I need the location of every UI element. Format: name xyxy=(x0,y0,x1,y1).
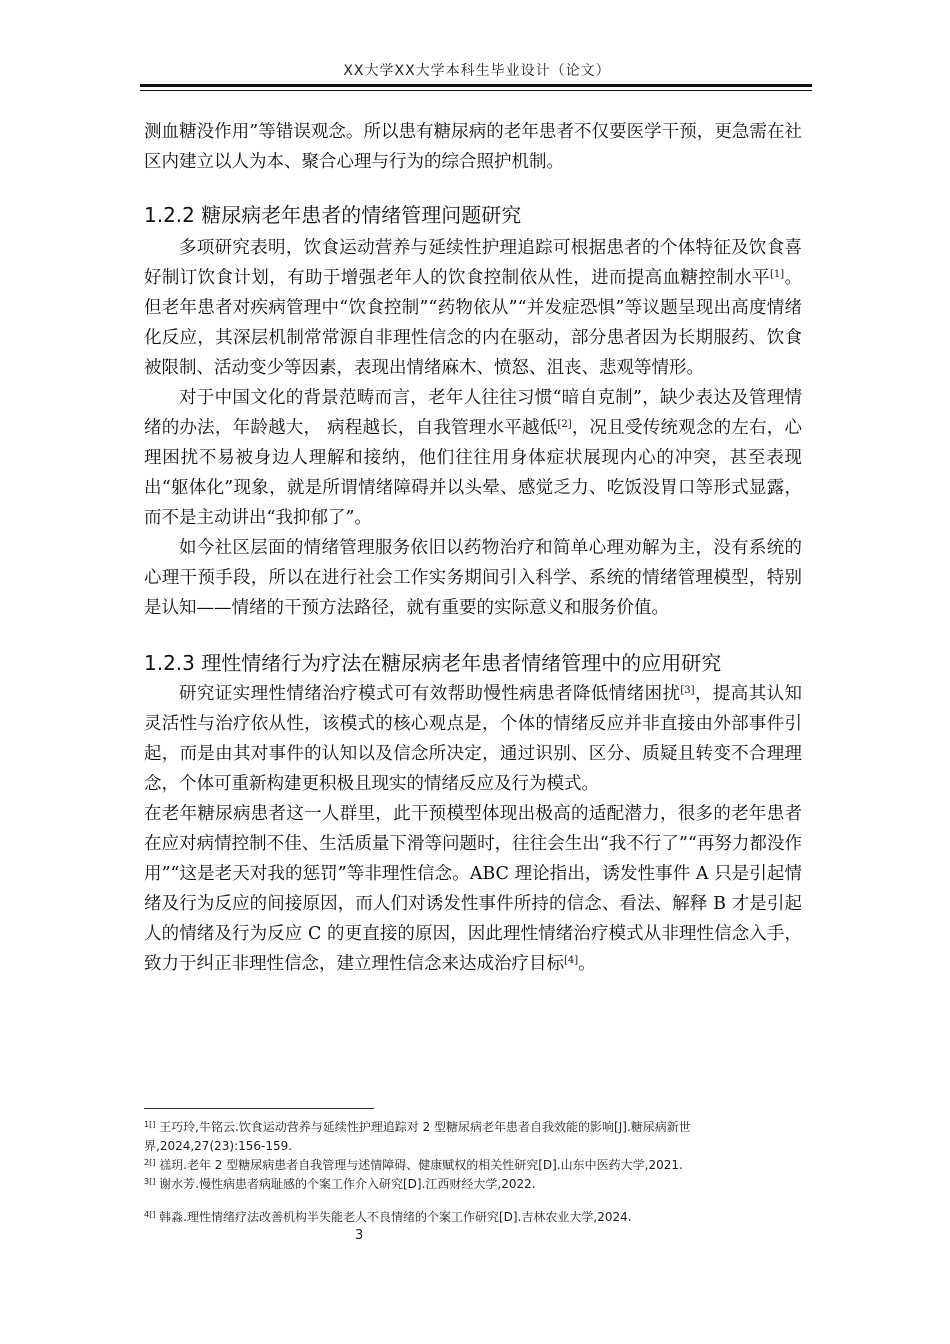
footnote-mark: 4[] xyxy=(144,1210,156,1219)
footnotes xyxy=(144,1118,804,1227)
paragraph xyxy=(144,679,802,799)
paragraph-text: ，况且受传统观念的左右，心理困扰不易被身边人理解和接纳，他们往往用身体症状展现内心的冲突，甚至表现出“躯体化”现象，就是所谓情绪障碍并以头晕、感觉乏力、吃饭没胃口等形式显露，而不是主动讲出“我抑郁了”。 xyxy=(144,418,803,528)
footnote-text: 谢水芳.慢性病患者病耻感的个案工作介入研究[D].江西财经大学,2022. xyxy=(155,1177,536,1191)
paragraph-text: 多项研究表明，饮食运动营养与延续性护理追踪可根据患者的个体特征及饮食喜好制订饮食计划，有助于增强老年人的饮食控制依从性，进而提高血糖控制水平 xyxy=(144,238,802,288)
paragraph-text: 研究证实理性情绪治疗模式可有效帮助慢性病患者降低情绪困扰 xyxy=(179,684,681,704)
footnote-mark: 2[] xyxy=(144,1158,156,1167)
page-header: XX大学XX大学本科生毕业设计（论文） xyxy=(343,63,611,79)
paragraph-text: 对于中国文化的背景范畴而言，老年人往往习惯“暗自克制”，缺少表达及管理情绪的办法，年龄越大， 病程越长，自我管理水平越低 xyxy=(144,388,802,438)
paragraph xyxy=(144,383,802,533)
footnote-item xyxy=(144,1175,804,1194)
body-text xyxy=(144,117,802,979)
paragraph: 如今社区层面的情绪管理服务依旧以药物治疗和简单心理劝解为主，没有系统的心理干预手段，所以在进行社会工作实务期间引入科学、系统的情绪管理模型，特别是认知——情绪的干预方法路径，就有重要的实际意义和服务价值。 xyxy=(144,538,802,618)
footnote-text: 王巧玲,牛铭云.饮食运动营养与延续性护理追踪对 2 型糖尿病老年患者自我效能的影响[J].糖尿病新世界,2024,27(23):156-159. xyxy=(144,1120,691,1153)
citation-marker[interactable]: [1] xyxy=(769,269,785,280)
section-heading-1-2-3: 1.2.3 理性情绪行为疗法在糖尿病老年患者情绪管理中的应用研究 xyxy=(144,651,722,675)
paragraph-text: ，提高其认知灵活性与治疗依从性，该模式的核心观点是，个体的情绪反应并非直接由外部事件引起，而是由其对事件的认知以及信念所决定，通过识别、区分、质疑且转变不合理理念，个体可重新构建更积极且现实的情绪反应及行为模式。 xyxy=(144,684,803,794)
paragraph xyxy=(144,799,802,979)
footnote-item xyxy=(144,1208,804,1227)
paragraph-text: 。但老年患者对疾病管理中“饮食控制”“药物依从”“并发症恐惧”等议题呈现出高度情绪化反应，其深层机制常常源自非理性信念的内在驱动，部分患者因为长期服药、饮食被限制、活动变少等因素，表现出情绪麻木、愤怒、沮丧、悲观等情形。 xyxy=(144,268,803,378)
header-rule-thin xyxy=(140,90,812,91)
footnote-mark: 1[] xyxy=(144,1120,156,1129)
paragraph xyxy=(144,233,802,383)
paragraph-text: 在老年糖尿病患者这一人群里，此干预模型体现出极高的适配潜力，很多的老年患者在应对病情控制不佳、生活质量下滑等问题时，往往会生出“我不行了”“再努力都没作用”“这是老天对我的惩罚”等非理性信念。ABC 理论指出，诱发性事件 A 只是引起情绪及行为反应的间接原因，而人们对诱发性事件所持的信念、看法、解释 B 才是引起人的情绪及行为反应 C 的更直接的原因，因此理性情绪治疗模式从非理性信念入手，致力于纠正非理性信念，建立理性信念来达成治疗目标 xyxy=(144,804,802,974)
section-heading-1-2-2: 1.2.2 糖尿病老年患者的情绪管理问题研究 xyxy=(144,203,522,227)
paragraph-continued: 测血糖没作用”等错误观念。所以患有糖尿病的老年患者不仅要医学干预，更急需在社区内建立以人为本、聚合心理与行为的综合照护机制。 xyxy=(144,122,802,172)
footnote-separator xyxy=(144,1108,374,1109)
footnote-item xyxy=(144,1156,804,1175)
citation-marker[interactable]: [3] xyxy=(680,685,695,696)
paragraph-text: 。 xyxy=(578,954,596,974)
footnote-text: 禚玥.老年 2 型糖尿病患者自我管理与述情障碍、健康赋权的相关性研究[D].山东中医药大学,2021. xyxy=(155,1158,683,1172)
citation-marker[interactable]: [4] xyxy=(564,955,579,966)
footnote-text: 韩淼.理性情绪疗法改善机构半失能老人不良情绪的个案工作研究[D].吉林农业大学,2024. xyxy=(155,1210,632,1224)
citation-marker[interactable]: [2] xyxy=(557,419,572,430)
footnote-item xyxy=(144,1118,804,1156)
header-rule-thick xyxy=(140,84,812,87)
page-number: 3 xyxy=(355,1228,364,1243)
footnote-mark: 3[] xyxy=(144,1177,156,1186)
